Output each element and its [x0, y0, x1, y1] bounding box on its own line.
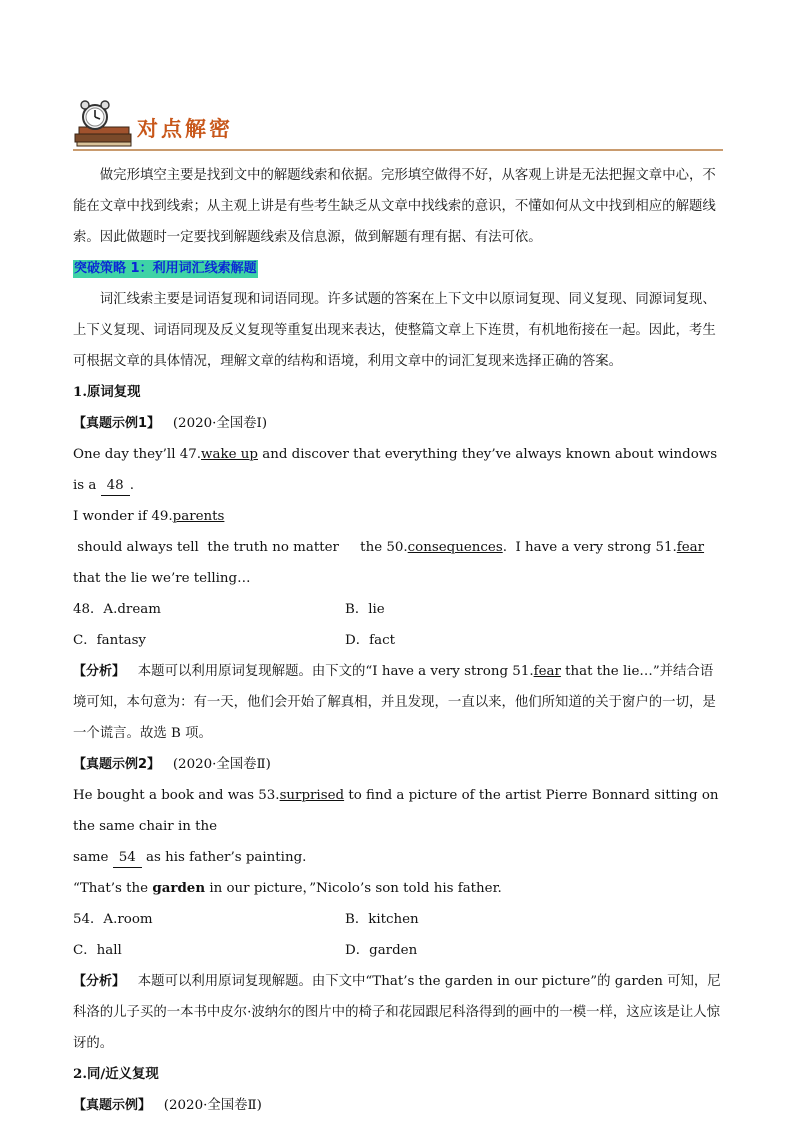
example2-analysis: [73, 966, 723, 1059]
text-run: should always tell the truth no matter the 50.: [73, 540, 408, 555]
example2-options-row1: [73, 904, 723, 935]
option-c: C．hall: [73, 943, 122, 958]
option-c: C．fantasy: [73, 633, 147, 648]
text-run: 本题可以利用原词复现解题。由下文的“I have a very strong 51.: [137, 664, 534, 679]
example2-line2: [73, 842, 723, 873]
strategy-paragraph: 词汇线索主要是词语复现和词语同现。许多试题的答案在上下文中以原词复现、同义复现、同源词复现、上下义复现、词语同现及反义复现等重复出现来表达，使整篇文章上下连贯，有机地衔接在一起。因此，考生可根据文章的具体情况，理解文章的结构和语境，利用文章中的词汇复现来选择正确的答案。: [73, 292, 716, 369]
document-body: [73, 160, 723, 1121]
text-run: . I have a very strong 51.: [502, 540, 677, 555]
intro-paragraph: 做完形填空主要是找到文中的解题线索和依据。完形填空做得不好，从客观上讲是无法把握文章中心，不能在文章中找到线索；从主观上讲是有些考生缺乏从文章中找线索的意识，不懂如何从文中找到相应的解题线索。因此做题时一定要找到解题线索及信息源，做到解题有理有据、有法可依。: [73, 168, 716, 245]
alarm-clock-books-icon: [73, 100, 135, 148]
underlined-word: consequences: [407, 540, 503, 555]
text-run: .: [129, 478, 134, 493]
example2-options-row2: [73, 935, 723, 966]
text-run: and discover that everything they’ve always known about windows is a: [73, 447, 718, 493]
example1-options-row1: [73, 594, 723, 625]
example2-heading: [73, 749, 723, 780]
bold-word: garden: [152, 880, 206, 896]
example1-analysis: [73, 656, 723, 749]
example1-line1: [73, 439, 723, 501]
text-run: 本题可以利用原词复现解题。由下文中“That’s the garden in our picture”的 garden 可知，尼科洛的儿子买的一本书中皮尔·波纳尔的图片中的椅子和花园跟尼科洛得到的画中的一模一样，这应该是让人惊讶的。: [73, 974, 721, 1051]
option-d: D．garden: [345, 943, 418, 958]
section2-example-source: (2020·全国卷Ⅱ): [163, 1098, 262, 1113]
blank-54: 54: [113, 849, 142, 868]
text-run: that the lie…”并结合语境可知，本句意为：有一天，他们会开始了解真相，并且发现，一直以来，他们所知道的关于窗户的一切，是一个谎言。故选 B 项。: [73, 664, 716, 741]
example1-source: (2020·全国卷Ⅰ): [172, 416, 268, 431]
text-run: He bought a book and was 53.: [73, 788, 280, 803]
text-run: same: [73, 850, 113, 865]
underlined-word: fear: [533, 664, 561, 679]
section2-example-label: 【真题示例】: [73, 1098, 152, 1113]
example2-source: (2020·全国卷Ⅱ): [172, 757, 271, 772]
option-b: B．kitchen: [345, 912, 419, 927]
blank-48: 48: [101, 477, 130, 496]
example1-line2: [73, 501, 723, 563]
header-divider: [73, 149, 723, 151]
text-run: in our picture，”Nicolo’s son told his father.: [205, 881, 502, 896]
example2-line1: [73, 780, 723, 842]
text-run: as his father’s painting.: [141, 850, 307, 865]
analysis-label: 【分析】: [73, 974, 126, 989]
section2-title: 2.同/近义复现: [73, 1066, 159, 1082]
text-run: “That’s the: [73, 881, 153, 896]
section1-title: 1.原词复现: [73, 384, 141, 400]
text-run: I wonder if 49.: [73, 509, 173, 524]
header-title: 对点解密: [137, 117, 233, 141]
option-b: B．lie: [345, 602, 385, 617]
example1-line3: that the lie we’re telling…: [73, 571, 251, 586]
section2-example-heading: [73, 1090, 723, 1121]
section-header: [73, 100, 273, 148]
analysis-label: 【分析】: [73, 664, 126, 679]
strategy-heading-row: [73, 253, 723, 284]
example1-options-row2: [73, 625, 723, 656]
option-d: D．fact: [345, 633, 395, 648]
option-a: 54．A.room: [73, 912, 153, 927]
text-run: One day they’ll 47.: [73, 447, 202, 462]
example1-heading: [73, 408, 723, 439]
example2-line3: [73, 873, 723, 904]
example1-label: 【真题示例1】: [73, 416, 161, 431]
strategy-heading: 突破策略 1：利用词汇线索解题: [74, 261, 257, 276]
text-run: to find a picture of the artist Pierre Bonnard sitting on the same chair in the: [73, 788, 719, 834]
underlined-word: parents: [172, 509, 225, 524]
underlined-word: surprised: [279, 788, 345, 803]
underlined-word: fear: [676, 540, 705, 555]
underlined-word: wake up: [201, 447, 258, 462]
example2-label: 【真题示例2】: [73, 757, 161, 772]
option-a: 48．A.dream: [73, 602, 161, 617]
